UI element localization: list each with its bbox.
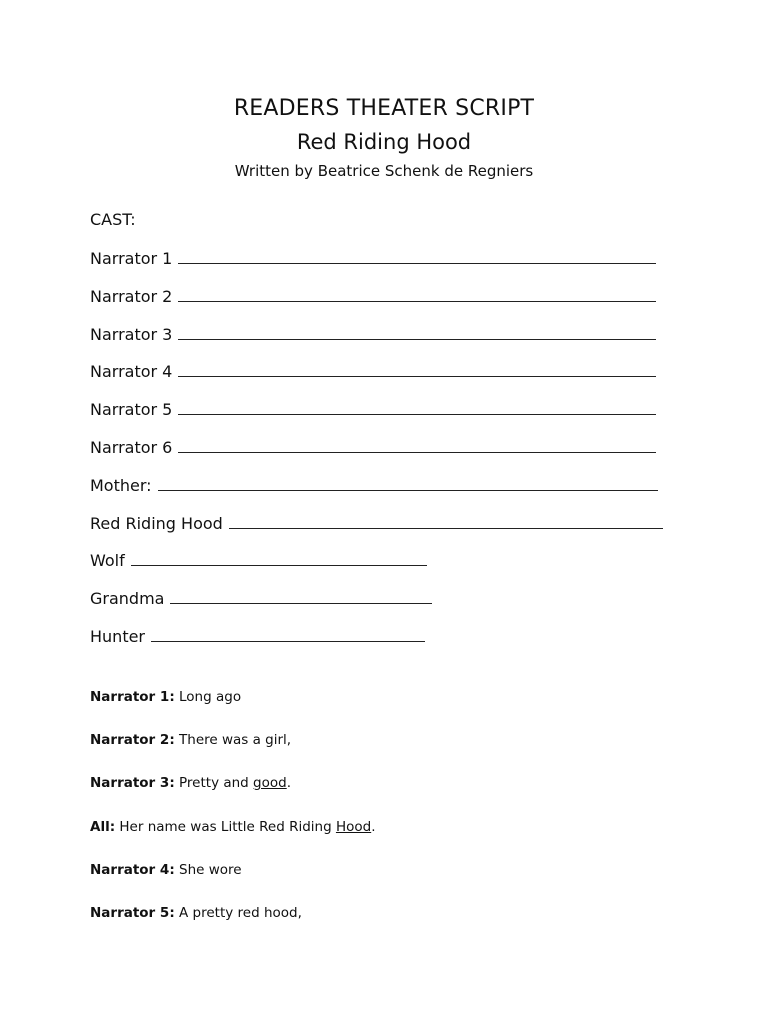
- line-text: She wore: [179, 861, 242, 878]
- line-text: Pretty and: [179, 775, 254, 792]
- cast-role-label: Narrator 3: [90, 324, 173, 344]
- cast-name-line: [178, 361, 656, 377]
- cast-row: [90, 588, 663, 626]
- cast-name-line: [178, 286, 656, 302]
- speaker-label: Narrator 3:: [90, 775, 175, 792]
- line-text: A pretty red hood,: [179, 904, 302, 921]
- cast-role-label: Wolf: [90, 551, 125, 571]
- cast-name-line: [158, 475, 658, 491]
- speaker-label: Narrator 2:: [90, 732, 175, 749]
- cast-role-label: Red Riding Hood: [90, 513, 223, 533]
- script-line: [90, 775, 375, 818]
- cast-heading: CAST:: [90, 210, 136, 229]
- script-lines: [90, 689, 375, 948]
- document-author: Written by Beatrice Schenk de Regniers: [234, 162, 534, 180]
- cast-row: [90, 626, 663, 664]
- cast-row: [90, 475, 663, 513]
- cast-list: [90, 248, 663, 664]
- cast-role-label: Hunter: [90, 626, 146, 646]
- line-text-end: .: [286, 775, 292, 792]
- script-line: [90, 689, 375, 732]
- line-text-end: .: [371, 818, 376, 835]
- script-line: [90, 905, 375, 948]
- line-text: Long ago: [179, 689, 242, 705]
- script-line: [90, 819, 375, 862]
- cast-row: [90, 248, 663, 286]
- cast-role-label: Narrator 4: [90, 362, 173, 382]
- script-line: [90, 862, 375, 905]
- cast-row: [90, 399, 663, 437]
- cast-row: [90, 513, 663, 551]
- speaker-label: Narrator 4:: [90, 861, 175, 878]
- cast-row: [90, 437, 663, 475]
- line-underlined-word: good: [253, 775, 287, 792]
- document-title: READERS THEATER SCRIPT: [233, 96, 535, 121]
- cast-role-label: Narrator 1: [90, 249, 173, 268]
- cast-row: [90, 324, 663, 362]
- cast-role-label: Narrator 6: [90, 437, 173, 457]
- cast-role-label: Narrator 5: [90, 400, 173, 420]
- line-text: There was a girl,: [179, 732, 292, 749]
- cast-name-line: [229, 513, 663, 529]
- speaker-label: Narrator 1:: [90, 689, 175, 705]
- cast-name-line: [151, 626, 425, 642]
- line-text: Her name was Little Red Riding: [119, 818, 336, 835]
- cast-row: [90, 361, 663, 399]
- cast-name-line: [178, 437, 656, 453]
- cast-row: [90, 550, 663, 588]
- cast-name-line: [131, 550, 427, 566]
- cast-role-label: Grandma: [90, 589, 165, 609]
- cast-role-label: Mother:: [90, 475, 152, 495]
- speaker-label: Narrator 5:: [90, 904, 175, 921]
- speaker-label: All:: [90, 818, 116, 835]
- cast-row: [90, 286, 663, 324]
- line-underlined-word: Hood: [335, 818, 372, 835]
- cast-name-line: [178, 399, 656, 415]
- script-line: [90, 732, 375, 775]
- cast-name-line: [178, 248, 656, 264]
- cast-role-label: Narrator 2: [90, 286, 173, 306]
- cast-name-line: [178, 324, 656, 340]
- document-subtitle: Red Riding Hood: [296, 130, 472, 154]
- cast-name-line: [170, 588, 432, 604]
